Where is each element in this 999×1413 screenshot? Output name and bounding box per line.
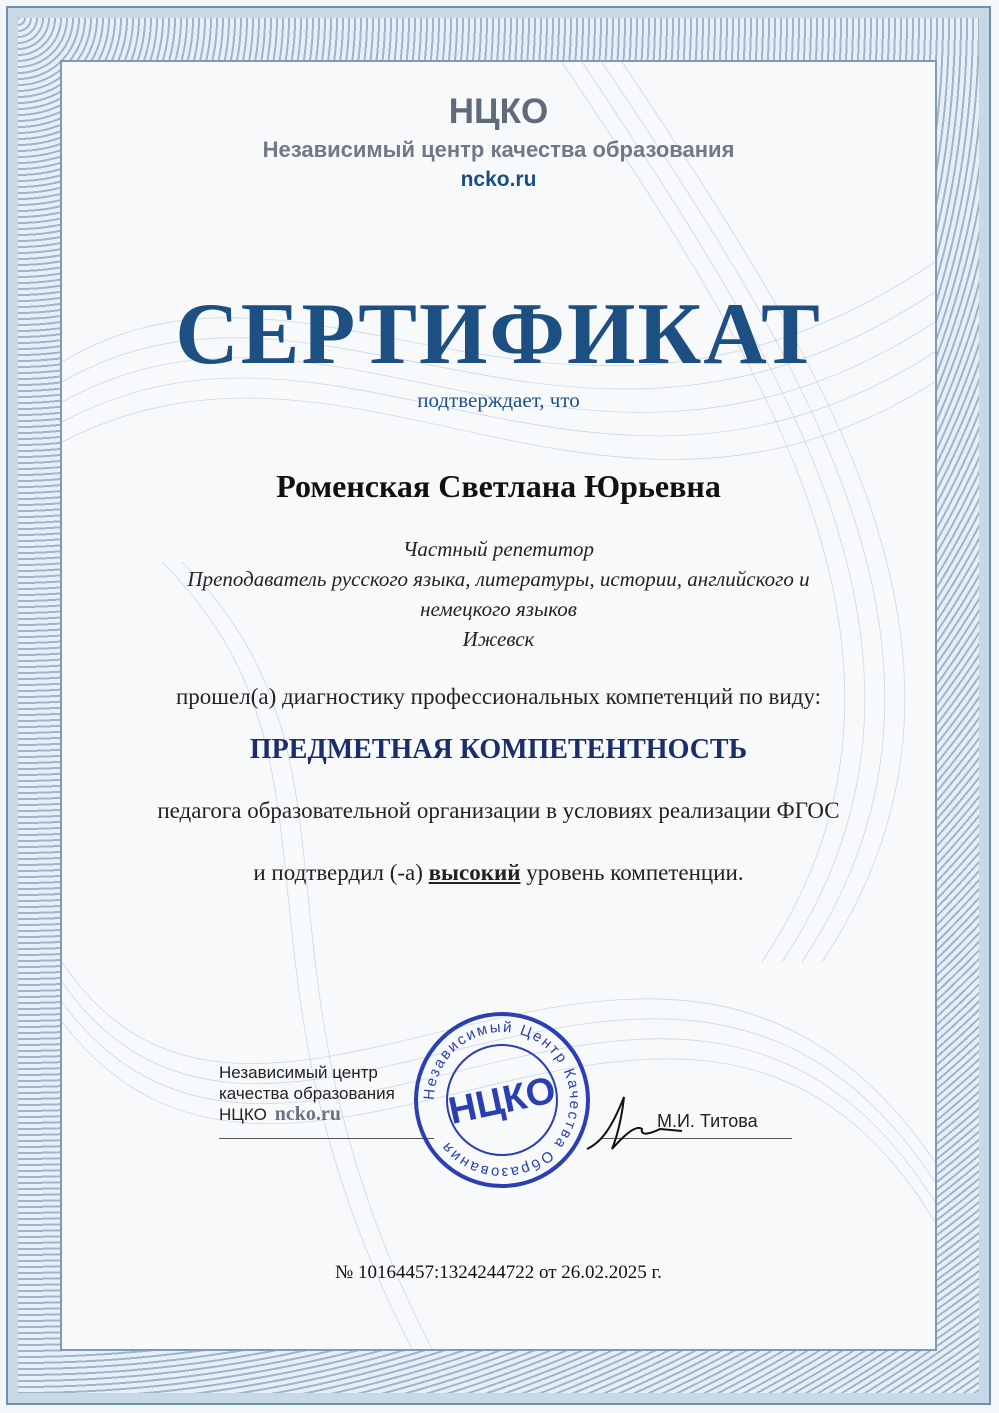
recipient-name: Роменская Светлана Юрьевна	[276, 468, 721, 504]
signature-line-left	[219, 1138, 434, 1139]
sig-org-site: ncko.ru	[274, 1103, 341, 1125]
level-prefix: и подтвердил (-а)	[253, 860, 423, 885]
detail-line: Преподаватель русского языка, литературы, истории, английского и	[187, 567, 810, 591]
detail-line: немецкого языков	[420, 597, 577, 621]
org-website: ncko.ru	[460, 168, 537, 191]
certificate-title: СЕРТИФИКАТ	[175, 286, 822, 383]
official-stamp	[412, 1010, 592, 1190]
level-suffix: уровень компетенции.	[526, 860, 744, 885]
signer-name: М.И. Титова	[657, 1111, 758, 1131]
org-short-name: НЦКО	[448, 92, 549, 131]
level-statement	[62, 860, 935, 886]
competence-type: ПРЕДМЕТНАЯ КОМПЕТЕНТНОСТЬ	[249, 734, 748, 765]
sig-org-line1: Независимый центр	[219, 1063, 378, 1082]
stamp-center-text: НЦКО	[445, 1069, 560, 1133]
sig-org-line3	[219, 1104, 395, 1125]
sig-org-abbr: НЦКО	[219, 1105, 267, 1124]
detail-line: Частный репетитор	[402, 537, 595, 561]
passed-text: прошел(а) диагностику профессиональных компетенций по виду:	[176, 684, 821, 709]
certificate-number: № 10164457:1324244722 от 26.02.2025 г.	[335, 1262, 662, 1283]
sig-org-line2: качества образования	[219, 1084, 395, 1103]
detail-line: Ижевск	[462, 627, 535, 651]
recipient-details	[62, 534, 935, 654]
level-value: высокий	[428, 860, 521, 885]
certificate-body	[60, 60, 937, 1351]
stamp-ring-text: Независимый Центр Качества Образования	[420, 1018, 584, 1182]
signature-org-block	[219, 1062, 395, 1125]
teacher-text: педагога образовательной организации в условиях реализации ФГОС	[157, 798, 840, 823]
confirms-text: подтверждает, что	[417, 388, 580, 412]
org-full-name: Независимый центр качества образования	[262, 137, 735, 162]
